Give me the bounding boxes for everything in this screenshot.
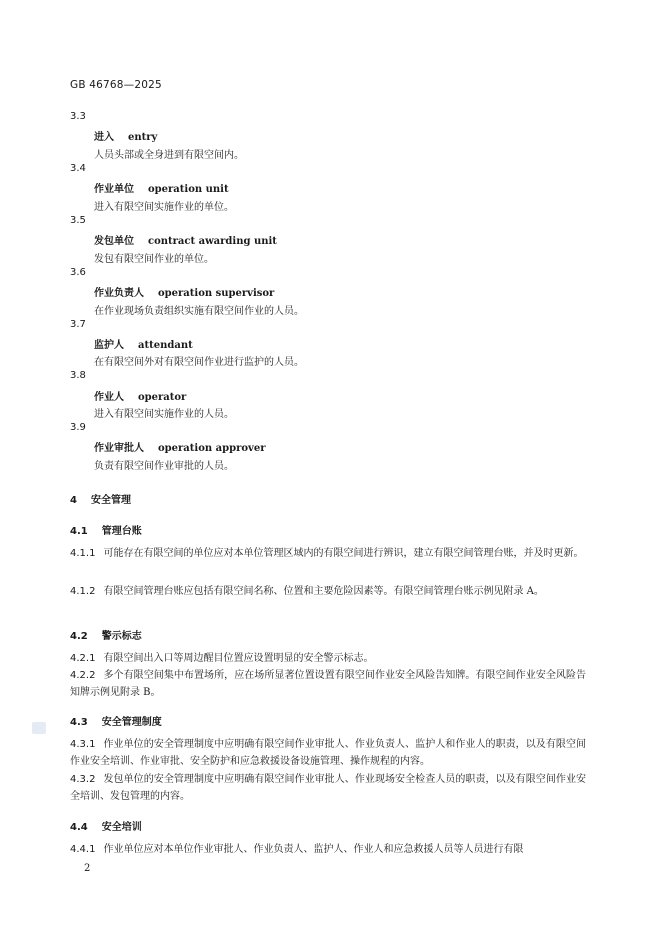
term-number: 3.7 [70, 319, 86, 330]
section-heading [70, 818, 142, 833]
section-heading [70, 713, 162, 728]
paragraph [70, 736, 586, 770]
section-number: 4.2 [70, 631, 88, 642]
chapter-number: 4 [70, 495, 77, 506]
watermark-stamp [32, 722, 46, 734]
term-title [94, 180, 229, 195]
section-heading [70, 627, 142, 642]
term-zh: 监护人 [94, 340, 124, 351]
paragraph-text: 作业单位的安全管理制度中应明确有限空间作业审批人、作业负责人、监护人和作业人的职责，以及有限空间作业安全培训、作业审批、安全防护和应急救援设备设施管理、操作规程的内容。 [70, 739, 586, 767]
section-title: 警示标志 [101, 631, 142, 642]
paragraph [70, 841, 586, 858]
paragraph [70, 545, 586, 562]
term-zh: 进入 [94, 132, 114, 143]
term-zh: 作业单位 [94, 184, 134, 195]
paragraph-number: 4.2.1 [70, 653, 96, 664]
term-zh: 作业人 [94, 392, 124, 403]
section-heading [70, 522, 142, 537]
term-definition: 负责有限空间作业审批的人员。 [94, 461, 234, 472]
paragraph [70, 667, 586, 701]
paragraph-number: 4.4.1 [70, 844, 96, 855]
term-number: 3.4 [70, 163, 86, 174]
term-definition: 在作业现场负责组织实施有限空间作业的人员。 [94, 306, 304, 317]
section-title: 安全培训 [101, 822, 142, 833]
section-title: 安全管理制度 [101, 717, 162, 728]
term-number: 3.3 [70, 111, 86, 122]
term-en: operation unit [148, 184, 229, 195]
term-en: operation approver [158, 443, 266, 454]
term-title [94, 284, 274, 299]
term-number: 3.8 [70, 370, 86, 381]
paragraph-number: 4.3.2 [70, 774, 96, 785]
paragraph-number: 4.1.2 [70, 586, 96, 597]
term-definition: 进入有限空间实施作业的单位。 [94, 202, 234, 213]
page-number: 2 [84, 863, 91, 874]
term-en: contract awarding unit [148, 236, 277, 247]
paragraph-number: 4.2.2 [70, 670, 96, 681]
term-title [94, 388, 186, 403]
term-zh: 作业负责人 [94, 288, 144, 299]
section-number: 4.4 [70, 822, 88, 833]
term-definition: 发包有限空间作业的单位。 [94, 254, 214, 265]
paragraph-text: 作业单位应对本单位作业审批人、作业负责人、监护人、作业人和应急救援人员等人员进行有限 [103, 844, 524, 855]
section-title: 管理台账 [101, 526, 142, 537]
paragraph [70, 583, 586, 600]
term-number: 3.6 [70, 267, 86, 278]
paragraph-number: 4.3.1 [70, 739, 96, 750]
term-title [94, 336, 193, 351]
paragraph-text: 多个有限空间集中布置场所，应在场所显著位置设置有限空间作业安全风险告知牌。有限空间作业安全风险告知牌示例见附录 B。 [70, 670, 586, 698]
section-number: 4.1 [70, 526, 88, 537]
term-title [94, 439, 265, 454]
paragraph-text: 发包单位的安全管理制度中应明确有限空间作业审批人、作业现场安全检查人员的职责，以及有限空间作业安全培训、发包管理的内容。 [70, 774, 586, 802]
chapter-heading [70, 491, 131, 506]
paragraph-number: 4.1.1 [70, 548, 96, 559]
term-title [94, 128, 157, 143]
term-number: 3.9 [70, 422, 86, 433]
term-zh: 作业审批人 [94, 443, 144, 454]
paragraph-text: 有限空间管理台账应包括有限空间名称、位置和主要危险因素等。有限空间管理台账示例见附录 A。 [103, 586, 544, 597]
chapter-title: 安全管理 [90, 495, 131, 506]
section-number: 4.3 [70, 717, 88, 728]
term-definition: 进入有限空间实施作业的人员。 [94, 409, 234, 420]
paragraph-text: 有限空间出入口等周边醒目位置应设置明显的安全警示标志。 [103, 653, 374, 664]
term-title [94, 232, 277, 247]
term-en: operator [138, 392, 187, 403]
term-en: operation supervisor [158, 288, 275, 299]
term-number: 3.5 [70, 215, 86, 226]
term-en: attendant [138, 340, 193, 351]
paragraph [70, 650, 586, 667]
term-definition: 在有限空间外对有限空间作业进行监护的人员。 [94, 357, 304, 368]
term-en: entry [128, 132, 158, 143]
standard-code-header: GB 46768—2025 [70, 79, 162, 91]
paragraph [70, 771, 586, 805]
term-definition: 人员头部或全身进到有限空间内。 [94, 150, 244, 161]
paragraph-text: 可能存在有限空间的单位应对本单位管理区域内的有限空间进行辨识，建立有限空间管理台账，并及时更新。 [103, 548, 584, 559]
term-zh: 发包单位 [94, 236, 134, 247]
